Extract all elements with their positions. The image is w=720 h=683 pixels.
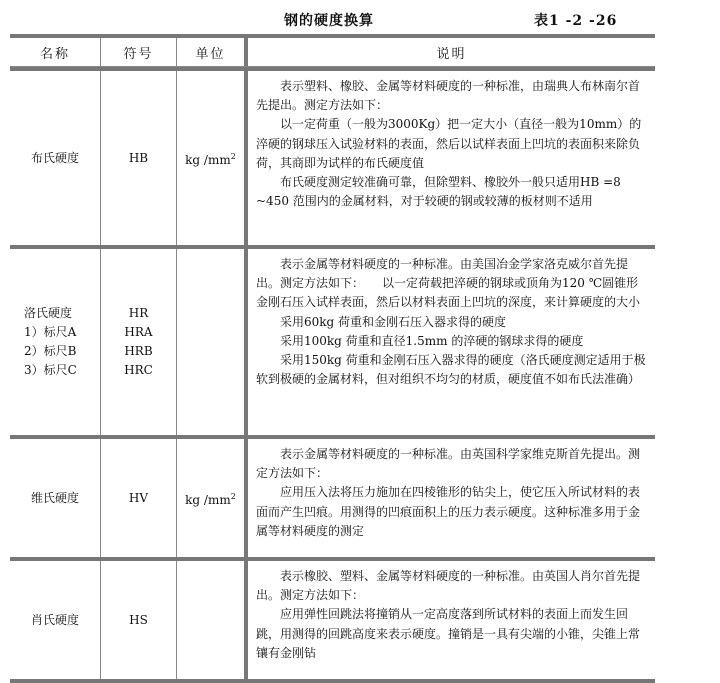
unit-cell [176, 249, 244, 435]
description-paragraph: 布氏硬度测定较准确可靠，但除塑料、橡胶外一般只适用HB =8 ~450 范围内的金属材料，对于较硬的钢或较薄的板材则不适用 [256, 175, 621, 209]
row-vickers [10, 435, 655, 557]
name-line: 肖氏硬度 [30, 612, 79, 627]
header-unit: 单位 [176, 38, 244, 66]
symbol-line: HRB [124, 344, 153, 358]
symbol-line: HRC [124, 363, 153, 377]
symbol-line: HB [128, 150, 149, 165]
name-line: 2）标尺B [24, 344, 77, 358]
description-cell [244, 249, 655, 435]
table-number: 表1 -2 -26 [534, 13, 618, 29]
symbol-line: HR [128, 306, 149, 320]
symbol-line: HRA [124, 325, 153, 339]
page-title: 钢的硬度换算 [284, 13, 374, 29]
unit-cell [176, 71, 244, 245]
symbol-line: HV [128, 490, 149, 505]
name-line: 3）标尺C [24, 363, 77, 377]
description-cell [244, 561, 655, 679]
row-brinell [10, 67, 655, 245]
description-cell [244, 71, 655, 245]
unit-text: kg /mm [185, 152, 231, 167]
description-cell [244, 439, 655, 557]
name-cell [10, 439, 100, 557]
symbol-line: HS [129, 612, 148, 627]
title-bar [0, 8, 720, 32]
symbol-cell [100, 249, 176, 435]
unit-exponent: 2 [230, 491, 236, 501]
table-header [10, 38, 655, 67]
description-paragraph: 采用100kg 荷重和直径1.5mm 的淬硬的钢球求得的硬度 [280, 333, 584, 348]
description-paragraph: 以一定荷重（一般为3000Kg）把一定大小（直径一般为10mm）的淬硬的钢球压入试验材料的表面，然后以试样表面上凹坑的表面积来除负荷，其商即为试样的布氏硬度值 [256, 117, 642, 170]
name-cell [10, 561, 100, 679]
description-paragraph: 表示塑料、橡胶、金属等材料硬度的一种标准，由瑞典人布林南尔首先提出。测定方法如下： [256, 79, 641, 113]
description-paragraph: 应用弹性回跳法将撞销从一定高度落到所试材料的表面上而发生回跳，用测得的回跳高度来表示硬度。撞销是一具有尖端的小锥，尖锥上常镶有金刚钻 [256, 607, 641, 660]
row-shore [10, 557, 655, 679]
description-paragraph: 采用60kg 荷重和金刚石压入器求得的硬度 [280, 314, 507, 329]
description-paragraph: 表示金属等材料硬度的一种标准。由英国科学家维克斯首先提出。测定方法如下： [256, 447, 641, 481]
bottom-rule [10, 679, 655, 683]
symbol-cell [100, 439, 176, 557]
header-description: 说明 [244, 38, 655, 66]
table-body [10, 67, 655, 679]
name-line: 维氏硬度 [30, 490, 79, 505]
hardness-table [10, 34, 655, 683]
row-rockwell [10, 245, 655, 435]
description-paragraph: 表示橡胶、塑料、金属等材料硬度的一种标准。由英国人肖尔首先提出。测定方法如下： [256, 569, 641, 603]
description-paragraph: 表示金属等材料硬度的一种标准。由美国冶金学家洛克威尔首先提出。测定方法如下： 以一定荷载把淬硬的钢球或顶角为120 ℃圆锥形金刚石压入试样表面，然后以材料表面上凹坑的深度，来计算硬度的大小 [256, 257, 641, 310]
name-cell [10, 249, 100, 435]
name-cell [10, 71, 100, 245]
header-name: 名称 [39, 46, 70, 62]
unit-cell [176, 561, 244, 679]
description-paragraph: 采用150kg 荷重和金刚石压入器求得的硬度（洛氏硬度测定适用于极软到极硬的金属材料，但对组织不均匀的材质，硬度值不如布氏法准确） [256, 353, 646, 387]
name-line: 布氏硬度 [30, 150, 79, 165]
header-symbol: 符号 [100, 38, 176, 66]
unit-text: kg /mm [185, 492, 231, 507]
name-line: 1）标尺A [24, 325, 77, 339]
name-line: 洛氏硬度 [24, 306, 73, 320]
description-paragraph: 应用压入法将压力施加在四棱锥形的钻尖上，使它压入所试材料的表面而产生凹痕。用测得的凹痕面积上的压力表示硬度。这种标准多用于金属等材料硬度的测定 [256, 485, 641, 538]
symbol-cell [100, 71, 176, 245]
symbol-cell [100, 561, 176, 679]
unit-cell [176, 439, 244, 557]
unit-exponent: 2 [230, 151, 236, 161]
